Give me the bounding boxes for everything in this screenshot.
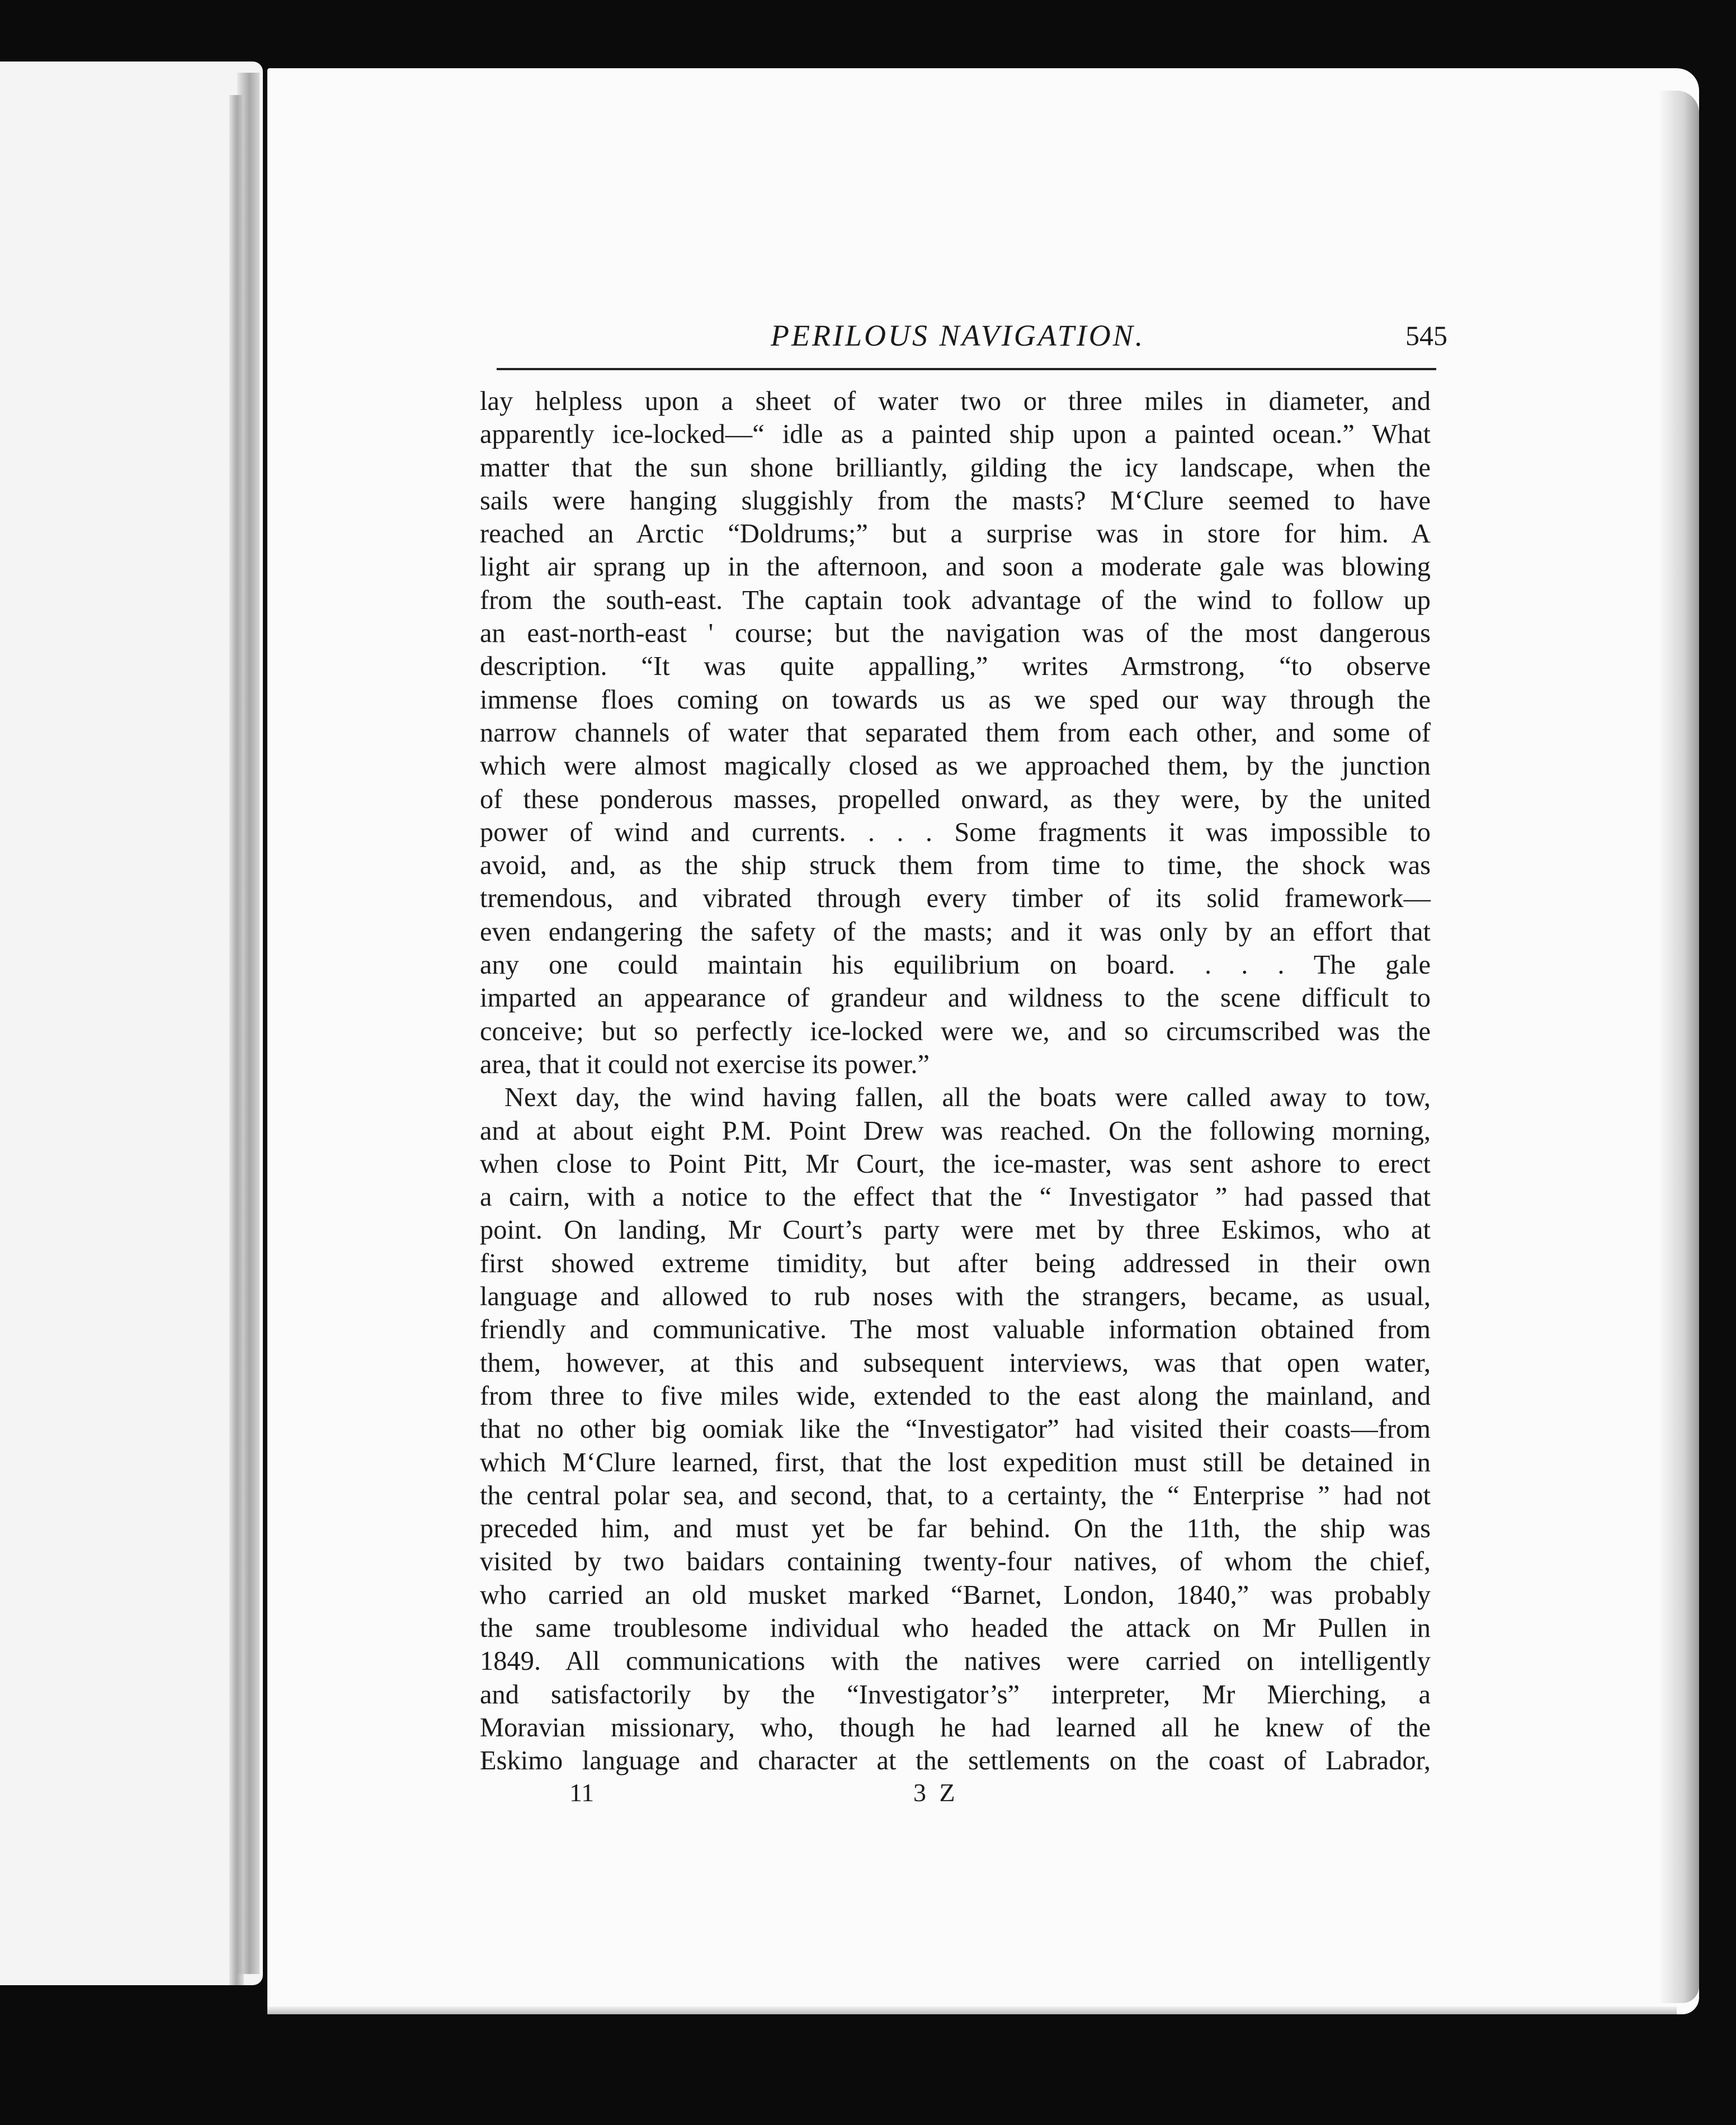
facing-page-edge [0, 62, 263, 1985]
text-line: any one could maintain his equilibrium on board. . . . The gale [480, 950, 1431, 980]
text-line: area, that it could not exercise its power.” [480, 1049, 930, 1079]
text-line: imparted an appearance of grandeur and wildness to the scene difficult to [480, 983, 1431, 1013]
text-line: who carried an old musket marked “Barnet, London, 1840,” was probably [480, 1580, 1431, 1610]
text-line: immense floes coming on towards us as we sped our way through the [480, 684, 1431, 715]
text-line: Next day, the wind having fallen, all the boats were called away to tow, [504, 1083, 1431, 1113]
page-footer [480, 1776, 1431, 1810]
text-line: when close to Point Pitt, Mr Court, the ice-master, was sent ashore to erect [480, 1149, 1431, 1179]
text-line: sails were hanging sluggishly from the masts? M‘Clure seemed to have [480, 485, 1431, 516]
text-line: point. On landing, Mr Court’s party were met by three Eskimos, who at [480, 1215, 1431, 1245]
text-line: that no other big oomiak like the “Investigator” had visited their coasts—from [480, 1414, 1431, 1444]
text-line: preceded him, and must yet be far behind. On the 11th, the ship was [480, 1514, 1431, 1544]
text-line: and at about eight P.M. Point Drew was reached. On the following morning, [480, 1116, 1431, 1146]
text-line: apparently ice-locked—“ idle as a painted ship upon a painted ocean.” What [480, 419, 1431, 450]
header-rule [497, 368, 1436, 370]
page-number: 545 [1405, 320, 1447, 351]
text-line: from the south-east. The captain took advantage of the wind to follow up [480, 585, 1431, 615]
text-line: first showed extreme timidity, but after being addressed in their own [480, 1248, 1431, 1278]
text-line: which were almost magically closed as we approached them, by the junction [480, 751, 1431, 781]
running-title: PERILOUS NAVIGATION. [771, 319, 1145, 352]
text-line: Eskimo language and character at the settlements on the coast of Labrador, [480, 1746, 1431, 1776]
text-line: lay helpless upon a sheet of water two or three miles in diameter, and [480, 386, 1431, 416]
text-line: tremendous, and vibrated through every timber of its solid framework— [480, 884, 1431, 914]
text-line: matter that the sun shone brilliantly, gilding the icy landscape, when the [480, 452, 1431, 483]
text-line: from three to five miles wide, extended to the east along the mainland, and [480, 1381, 1431, 1411]
paragraph [480, 1081, 1431, 1777]
binding-shadow [229, 95, 244, 1985]
text-line: light air sprang up in the afternoon, and soon a moderate gale was blowing [480, 552, 1431, 582]
text-line: avoid, and, as the ship struck them from time to time, the shock was [480, 851, 1431, 881]
text-line: conceive; but so perfectly ice-locked were we, and so circumscribed was the [480, 1016, 1431, 1046]
text-line: even endangering the safety of the masts; and it was only by an effort that [480, 917, 1431, 947]
page-bottom-edge [267, 2006, 1677, 2014]
text-line: narrow channels of water that separated them from each other, and some of [480, 717, 1431, 748]
body-text [480, 385, 1431, 1777]
text-line: of these ponderous masses, propelled onward, as they were, by the united [480, 784, 1431, 814]
text-line: a cairn, with a notice to the effect that the “ Investigator ” had passed that [480, 1182, 1431, 1212]
page-fore-edge [1660, 91, 1699, 2003]
text-line: language and allowed to rub noses with the strangers, became, as usual, [480, 1282, 1431, 1312]
text-line: power of wind and currents. . . . Some fragments it was impossible to [480, 817, 1431, 847]
text-line: visited by two baidars containing twenty-four natives, of whom the chief, [480, 1547, 1431, 1577]
text-line: reached an Arctic “Doldrums;” but a surprise was in store for him. A [480, 519, 1431, 549]
signature-mark: 3 Z [913, 1778, 959, 1807]
paragraph [480, 385, 1431, 1081]
text-line: the same troublesome individual who headed the attack on Mr Pullen in [480, 1613, 1431, 1643]
text-line: which M‘Clure learned, first, that the lost expedition must still be detained in [480, 1447, 1431, 1477]
text-line: and satisfactorily by the “Investigator’s” interpreter, Mr Mierching, a [480, 1679, 1431, 1710]
text-line: them, however, at this and subsequent interviews, was that open water, [480, 1348, 1431, 1378]
text-line: description. “It was quite appalling,” writes Armstrong, “to observe [480, 651, 1431, 682]
text-line: an east-north-east ' course; but the navigation was of the most dangerous [480, 618, 1431, 649]
gathering-number: 11 [569, 1778, 595, 1807]
running-head [480, 313, 1447, 358]
text-block [480, 313, 1447, 1810]
text-line: 1849. All communications with the natives were carried on intelligently [480, 1646, 1431, 1677]
text-line: Moravian missionary, who, though he had learned all he knew of the [480, 1712, 1431, 1742]
text-line: friendly and communicative. The most valuable information obtained from [480, 1315, 1431, 1345]
text-line: the central polar sea, and second, that, to a certainty, the “ Enterprise ” had not [480, 1480, 1431, 1510]
